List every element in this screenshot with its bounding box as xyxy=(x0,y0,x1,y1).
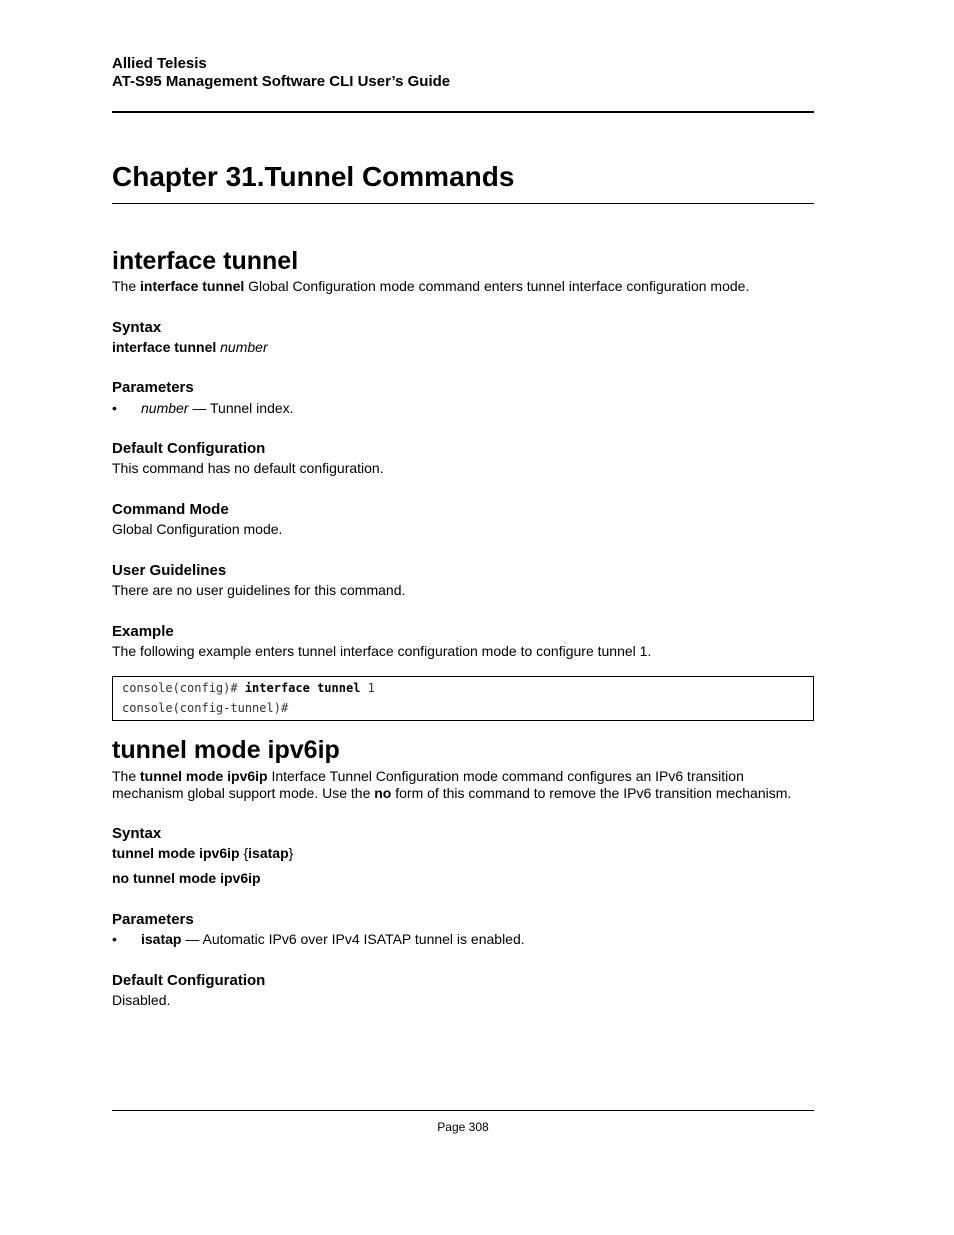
section1-guidelines-heading: User Guidelines xyxy=(112,562,227,579)
section1-default-text: This command has no default configuration. xyxy=(112,460,384,476)
section2-syntax-2: no tunnel mode ipv6ip xyxy=(112,870,261,886)
section-title-interface-tunnel: interface tunnel xyxy=(112,247,299,275)
header-company: Allied Telesis xyxy=(112,55,207,72)
section1-param: number — Tunnel index. xyxy=(141,400,294,416)
section2-default-heading: Default Configuration xyxy=(112,972,266,989)
section2-parameters-heading: Parameters xyxy=(112,911,194,928)
chapter-title: Chapter 31.Tunnel Commands xyxy=(112,161,515,192)
header-rule xyxy=(112,111,814,113)
chapter-rule xyxy=(112,203,814,204)
footer-rule xyxy=(112,1110,814,1111)
code-line-1: console(config)# interface tunnel 1 xyxy=(122,681,375,695)
section1-guidelines-text: There are no user guidelines for this command. xyxy=(112,582,406,598)
code-line-2: console(config-tunnel)# xyxy=(122,701,289,715)
section-title-tunnel-mode-ipv6ip: tunnel mode ipv6ip xyxy=(112,736,340,764)
section2-syntax-1: tunnel mode ipv6ip {isatap} xyxy=(112,845,294,861)
code-example-box xyxy=(112,676,814,721)
section1-example-text: The following example enters tunnel interface configuration mode to configure tunnel 1. xyxy=(112,643,652,659)
section2-bullet: • xyxy=(112,931,117,947)
section1-mode-heading: Command Mode xyxy=(112,501,229,518)
section2-intro: The tunnel mode ipv6ip Interface Tunnel Configuration mode command configures an IPv6 transition mechanism global support mode. Use the no form of this command to remove the IPv6 transition mechanism. xyxy=(112,768,792,801)
section1-parameters-heading: Parameters xyxy=(112,379,194,396)
section2-syntax-heading: Syntax xyxy=(112,825,162,842)
section1-syntax-heading: Syntax xyxy=(112,319,162,336)
section1-intro: The interface tunnel Global Configuration mode command enters tunnel interface configuration mode. xyxy=(112,278,750,294)
section2-param: isatap — Automatic IPv6 over IPv4 ISATAP tunnel is enabled. xyxy=(141,931,525,947)
section1-example-heading: Example xyxy=(112,623,174,640)
section1-mode-text: Global Configuration mode. xyxy=(112,521,283,537)
section1-bullet: • xyxy=(112,400,117,416)
header-guide-title: AT-S95 Management Software CLI User’s Guide xyxy=(112,73,451,90)
section1-syntax: interface tunnel number xyxy=(112,339,268,355)
section1-default-heading: Default Configuration xyxy=(112,440,266,457)
section2-default-text: Disabled. xyxy=(112,992,171,1008)
page-number: Page 308 xyxy=(437,1120,489,1134)
